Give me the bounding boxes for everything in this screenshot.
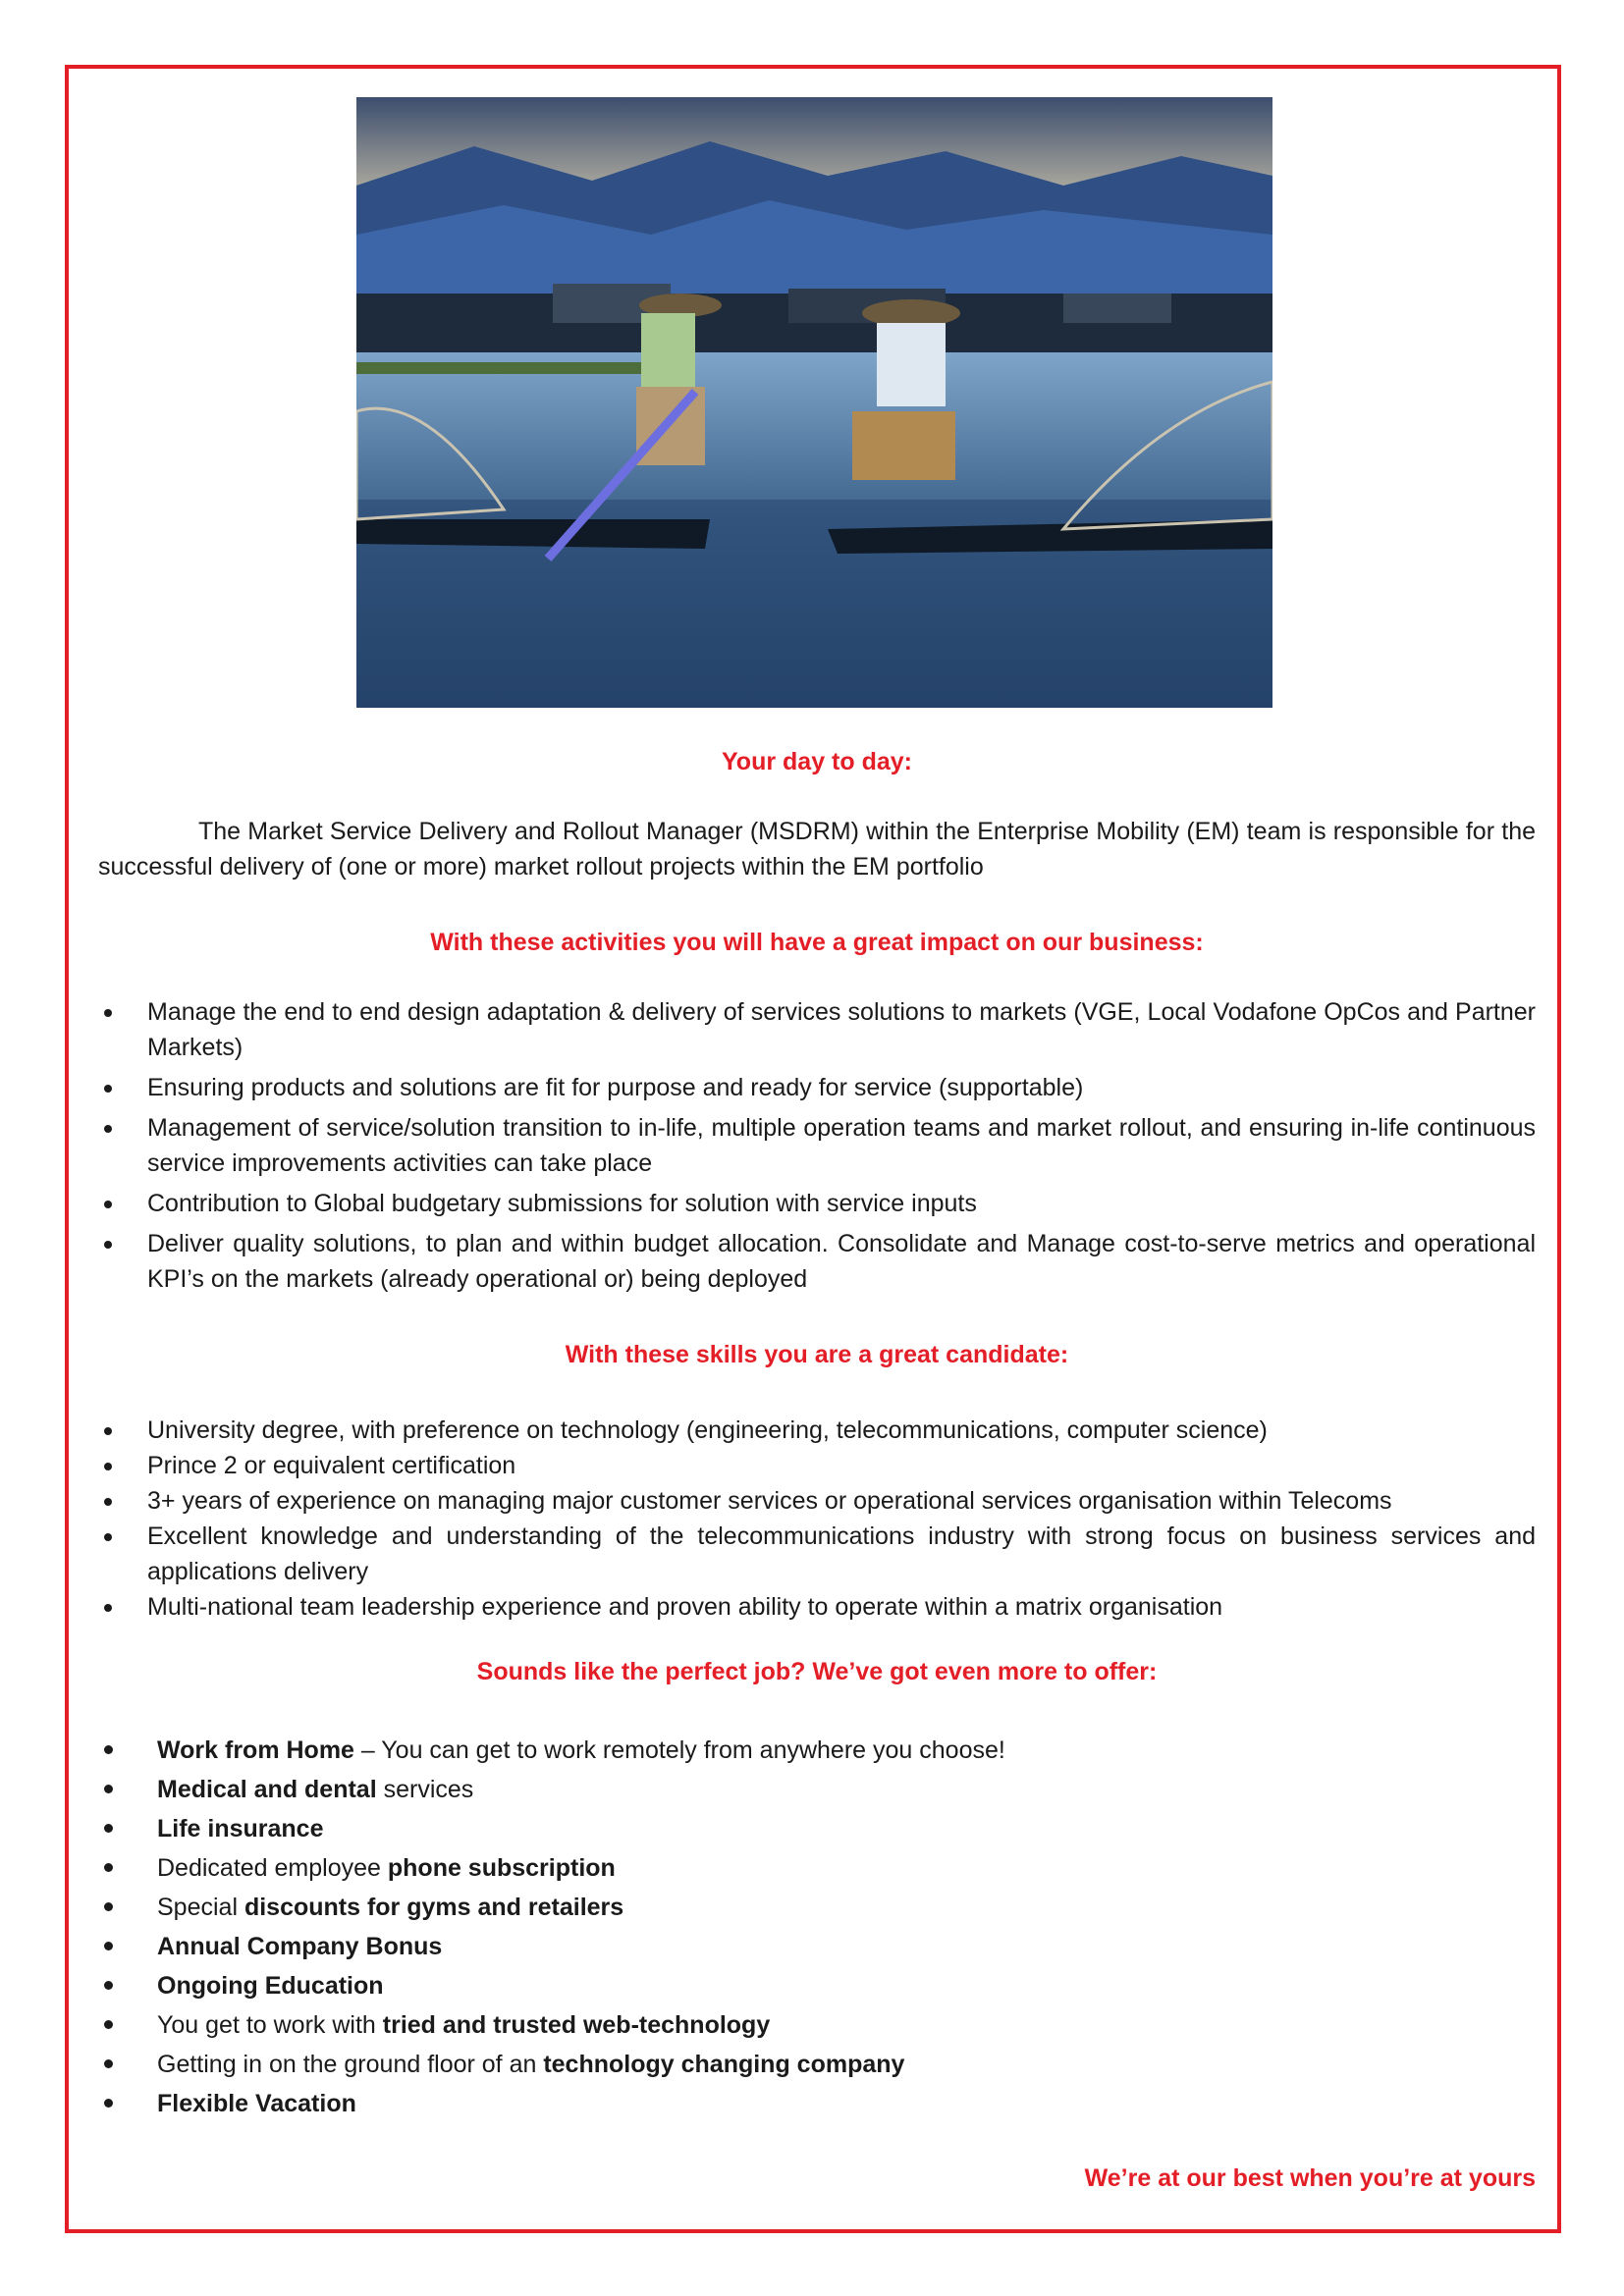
bullet-icon [104, 1785, 113, 1793]
bullet-icon [104, 1241, 112, 1249]
bullet-icon [104, 1533, 112, 1541]
list-item: Deliver quality solutions, to plan and within budget allocation. Consolidate and Manage cost-to-serve metrics and operational KPI’s on the markets (already operational or) being deployed [98, 1226, 1536, 1297]
bullet-icon [104, 1463, 112, 1470]
bullet-icon [104, 1009, 112, 1017]
list-item: 3+ years of experience on managing major customer services or operational services organisation within Telecoms [98, 1483, 1536, 1519]
list-item: Ensuring products and solutions are fit for purpose and ready for service (supportable) [98, 1070, 1536, 1105]
list-item: Multi-national team leadership experience and proven ability to operate within a matrix organisation [98, 1589, 1536, 1625]
list-item: Management of service/solution transition to in-life, multiple operation teams and market rollout, and ensuring in-life continuous service improvements activities can take place [98, 1110, 1536, 1181]
skills-list [98, 1413, 1536, 1625]
list-item: Ongoing Education [98, 1966, 1536, 2005]
list-item: Contribution to Global budgetary submissions for solution with service inputs [98, 1186, 1536, 1221]
job-description [98, 744, 1536, 2196]
day-to-day-heading: Your day to day: [721, 748, 912, 775]
list-item: Special discounts for gyms and retailers [98, 1888, 1536, 1927]
bullet-icon [104, 1498, 112, 1506]
bullet-icon [104, 2059, 113, 2068]
bullet-icon [104, 1085, 112, 1093]
list-item: Dedicated employee phone subscription [98, 1848, 1536, 1888]
bullet-icon [104, 2020, 113, 2029]
bullet-icon [104, 2099, 113, 2108]
list-item: Life insurance [98, 1809, 1536, 1848]
bullet-icon [104, 1863, 113, 1872]
activities-heading: With these activities you will have a great impact on our business: [430, 929, 1204, 956]
bullet-icon [104, 1745, 113, 1754]
bullet-icon [104, 1201, 112, 1208]
list-item: Annual Company Bonus [98, 1927, 1536, 1966]
list-item: You get to work with tried and trusted web-technology [98, 2005, 1536, 2045]
bullet-icon [104, 1942, 113, 1950]
bullet-icon [104, 1125, 112, 1133]
bullet-icon [104, 1427, 112, 1435]
activities-list [98, 994, 1536, 1297]
bullet-icon [104, 1604, 112, 1612]
intro-paragraph: The Market Service Delivery and Rollout Manager (MSDRM) within the Enterprise Mobility (EM) team is responsible for the successful delivery of (one or more) market rollout projects within the EM portfolio [98, 818, 1536, 881]
list-item: Prince 2 or equivalent certification [98, 1448, 1536, 1483]
list-item: Getting in on the ground floor of an technology changing company [98, 2045, 1536, 2084]
skills-heading: With these skills you are a great candidate: [565, 1341, 1069, 1368]
bullet-icon [104, 1902, 113, 1911]
list-item: University degree, with preference on technology (engineering, telecommunications, computer science) [98, 1413, 1536, 1448]
list-item: Flexible Vacation [98, 2084, 1536, 2123]
list-item: Excellent knowledge and understanding of the telecommunications industry with strong focus on business services and applications delivery [98, 1519, 1536, 1589]
offer-heading: Sounds like the perfect job? We’ve got even more to offer: [476, 1658, 1158, 1685]
header-photo [356, 97, 1272, 708]
list-item: Work from Home – You can get to work remotely from anywhere you choose! [98, 1731, 1536, 1770]
bullet-icon [104, 1981, 113, 1990]
benefits-list [98, 1731, 1536, 2123]
list-item: Medical and dental services [98, 1770, 1536, 1809]
bullet-icon [104, 1824, 113, 1833]
list-item: Manage the end to end design adaptation & delivery of services solutions to markets (VGE, Local Vodafone OpCos and Partner Markets) [98, 994, 1536, 1065]
footer-tagline: We’re at our best when you’re at yours [1084, 2164, 1536, 2192]
